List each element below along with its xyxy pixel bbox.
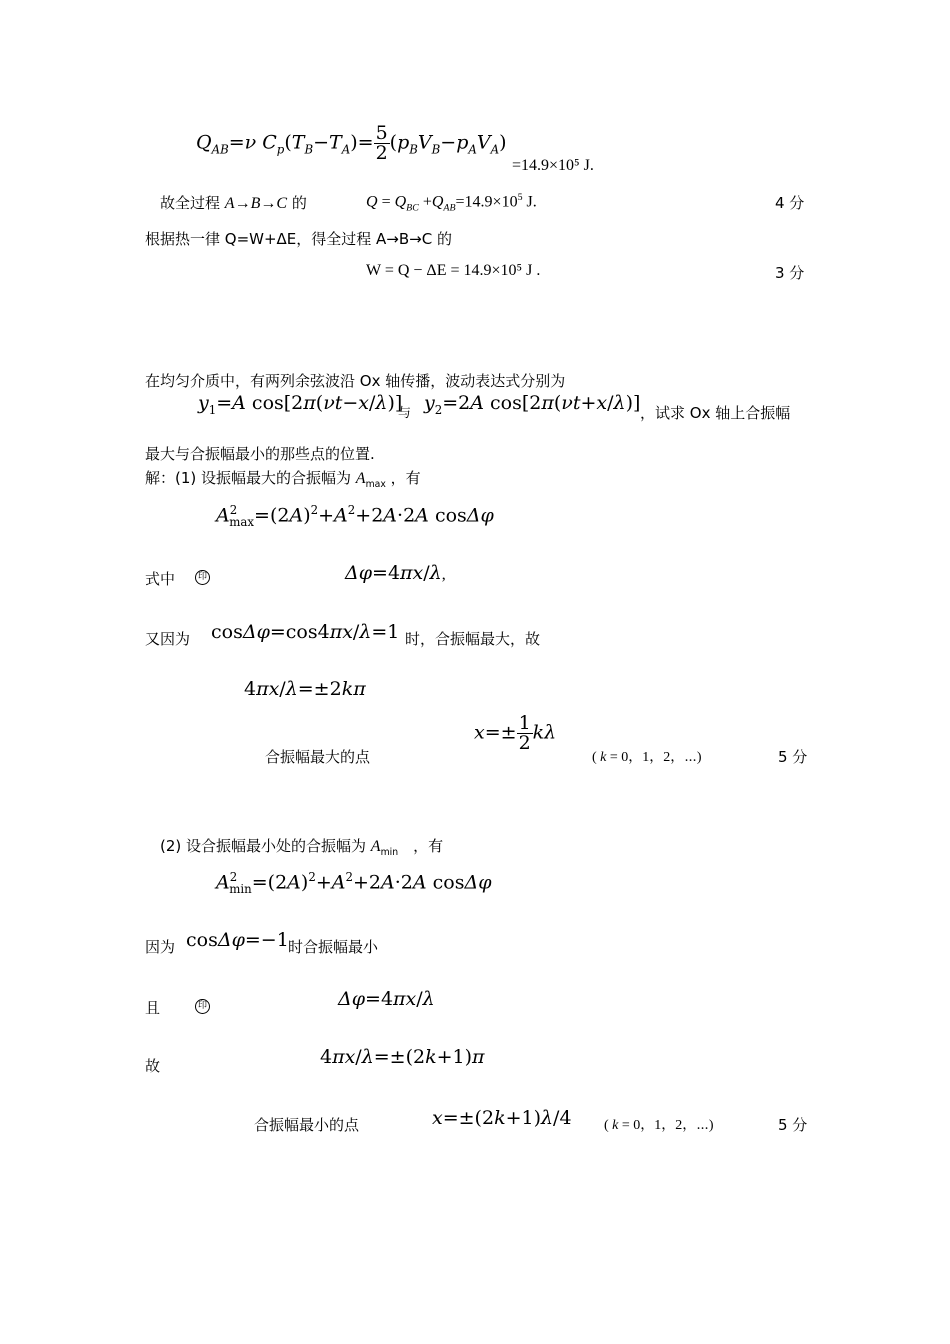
k-range-1: ( k = 0，1，2，⋯)	[592, 750, 702, 765]
equation-4pix-2: 4πx/λ=±(2k+1)π	[320, 1046, 485, 1068]
because-label: 又因为	[145, 630, 191, 648]
equation-w: W = Q − ΔE = 14.9×10⁵ J .	[366, 262, 541, 279]
problem-tail2: 最大与合振幅最小的那些点的位置.	[145, 445, 375, 463]
word-and: 与	[398, 406, 412, 421]
equation-x-min: x=±(2k+1)λ/4	[432, 1107, 572, 1129]
score-min: 5 分	[778, 1116, 808, 1134]
seal-mark-icon: 印	[195, 999, 210, 1014]
score-max: 5 分	[778, 748, 808, 766]
solution-2-intro: (2) 设合振幅最小处的合振幅为 $A_{min}$ ，有	[160, 837, 444, 858]
max-points-label: 合振幅最大的点	[265, 748, 371, 766]
equation-y2: $y_2=2A$ cos[2π(νt+x/λ)]	[424, 392, 641, 417]
equation-q-ab: $Q_{AB}=\nu$ $C_p(T_B-T_A)=$ $\frac{5}{2}$ $(p_BV_B-p_AV_A)$	[196, 122, 507, 164]
because2-label: 因为	[145, 938, 176, 956]
score-w: 3 分	[775, 264, 805, 282]
min-points-label: 合振幅最小的点	[254, 1116, 360, 1134]
equation-a-min: $A^2_{min}=(2A)^2+A^2+2A\cdot 2A$ cosΔφ	[216, 870, 492, 897]
equation-cos-1: cosΔφ=cos4πx/λ=1	[211, 621, 400, 643]
equation-delta-phi-2: Δφ=4πx/λ	[338, 988, 435, 1010]
problem-tail: ，试求 Ox 轴上合振幅	[640, 404, 791, 422]
score-q: 4 分	[775, 194, 805, 212]
seal-mark-icon: 印	[195, 570, 210, 585]
equation-q-ab-result: =14.9×10⁵ J.	[512, 157, 594, 174]
so-label: 故	[145, 1057, 161, 1075]
problem-intro: 在均匀介质中，有两列余弦波沿 Ox 轴传播，波动表达式分别为	[145, 372, 566, 390]
equation-y1: $y_1=A$ cos[2π(νt−x/λ)]	[198, 392, 403, 417]
where-label: 式中	[145, 570, 176, 588]
first-law-line: 根据热一律 Q=W+ΔE，得全过程 A→B→C 的	[145, 230, 452, 248]
when-max-text: 时，合振幅最大，故	[405, 630, 541, 648]
equation-cos-2: cosΔφ=−1	[186, 929, 289, 951]
total-process-label: 故全过程 A→B→C 的	[160, 194, 307, 212]
equation-4pix: 4πx/λ=±2kπ	[244, 678, 366, 700]
equation-delta-phi: Δφ=4πx/λ,	[345, 562, 446, 584]
equation-total-q: $Q = Q_{BC} +Q_{AB}=14.9\times 10^5$ J.	[366, 192, 537, 214]
when-min-text: 时合振幅最小	[288, 938, 379, 956]
k-range-2: ( k = 0，1，2，⋯)	[604, 1118, 714, 1133]
and-label: 且	[145, 999, 161, 1017]
solution-1-intro: 解：(1) 设振幅最大的合振幅为 $A_{max}$ ，有	[145, 469, 421, 490]
equation-x-max: x=± $\frac{1}{2}$ kλ	[474, 712, 557, 754]
equation-a-max: $A^2_{max}=(2A)^2+A^2+2A\cdot 2A$ cosΔφ	[216, 503, 494, 530]
